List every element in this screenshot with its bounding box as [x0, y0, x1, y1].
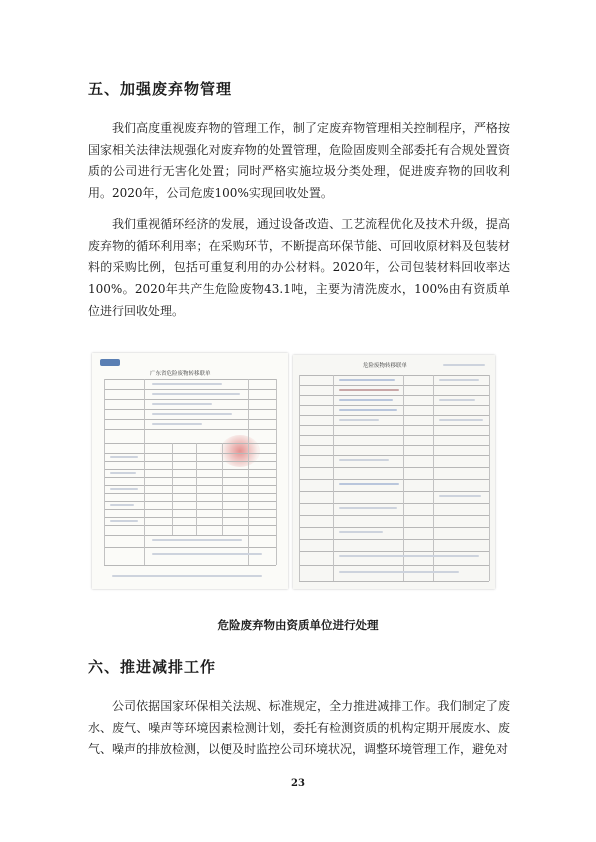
hazardous-waste-form-photo-left [92, 353, 288, 589]
page-number: 23 [291, 778, 305, 789]
right-doc-title: 危险废物转移联单 [363, 363, 408, 369]
left-doc-title: 广东省危险废物转移联单 [150, 371, 211, 377]
section-heading-emission-reduction: 六、推进减排工作 [88, 658, 217, 676]
section-heading-waste: 五、加强废弃物管理 [88, 80, 233, 98]
paragraph-emission-reduction: 公司依据国家环保相关法规、标准规定，全力推进减排工作。我们制定了废水、废气、噪声等环境因素检测计划，委托有检测资质的机构定期开展废水、废气、噪声的排放检测，以便及时监控公司环境状况，调整环境管理工作，避免对 [88, 699, 510, 757]
paragraph-waste-management: 我们高度重视废弃物的管理工作，制了定废弃物管理相关控制程序，严格按国家相关法律法规强化对废弃物的处置管理，危险固废则全部委托有合规处置资质的公司进行无害化处置；同时严格实施垃圾分类处理，促进废弃物的回收利用。2020年，公司危废100%实现回收处置。 [88, 121, 510, 201]
hazardous-waste-form-photo-right [293, 355, 495, 589]
paragraph-circular-economy: 我们重视循环经济的发展，通过设备改造、工艺流程优化及技术升级，提高废弃物的循环利用率；在采购环节，不断提高环保节能、可回收原材料及包装材料的采购比例，包括可重复利用的办公材料。2020年，公司包装材料回收率达100%。2020年共产生危险废物43.1吨，主要为清洗废水，100%由有资质单位进行回收处理。 [88, 217, 510, 318]
figure-caption: 危险废弃物由资质单位进行处理 [217, 618, 379, 632]
red-seal-stamp [220, 435, 260, 467]
logo-mark [100, 359, 120, 366]
